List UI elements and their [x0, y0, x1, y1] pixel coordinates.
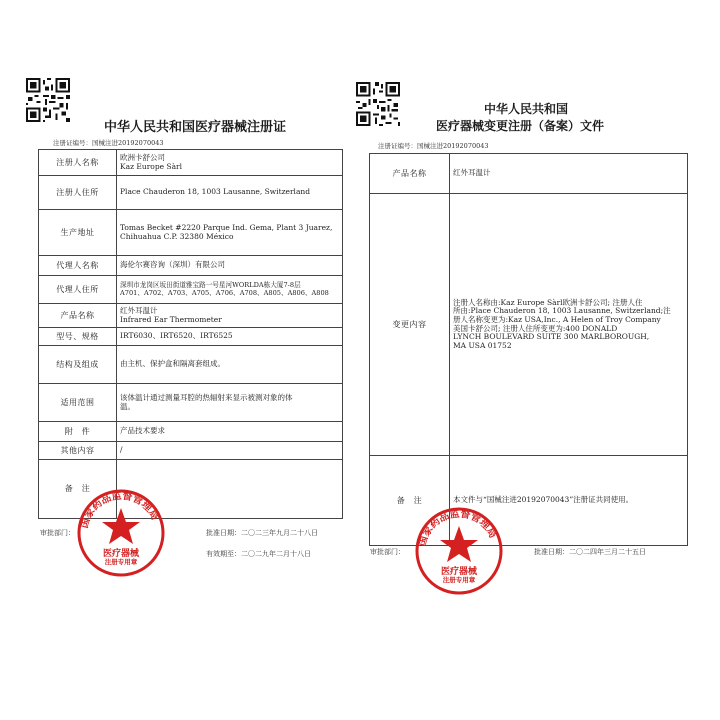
field-value — [117, 256, 343, 276]
field-label: 注册人名称 — [39, 150, 117, 176]
left-row — [39, 256, 343, 276]
field-value — [117, 276, 343, 304]
valid-until-date-left: 有效期至：二〇二九年二月十八日 — [206, 550, 311, 558]
field-value — [117, 210, 343, 256]
approval-date-right: 批准日期：二〇二四年三月二十五日 — [534, 548, 646, 556]
field-label: 产品名称 — [370, 154, 450, 194]
field-value — [117, 346, 343, 384]
field-value — [117, 150, 343, 176]
left-row — [39, 304, 343, 328]
field-label: 附 件 — [39, 422, 117, 442]
seal-line2-right: 注册专用章 — [442, 576, 476, 584]
field-value-line: 册人名称变更为:Kaz USA,Inc., A Helen of Troy Company — [453, 314, 661, 324]
approval-department-left: 审批部门： — [40, 529, 75, 537]
field-value-line: 红外耳温计 — [120, 305, 158, 315]
field-value-line: LYNCH BOULEVARD SUITE 300 MARLBOROUGH, — [453, 332, 650, 342]
field-label: 注册人住所 — [39, 176, 117, 210]
left-row — [39, 276, 343, 304]
field-value — [117, 304, 343, 328]
field-value-line: Place Chauderon 18, 1003 Lausanne, Switzerland — [120, 187, 311, 197]
seal-line2-left: 注册专用章 — [104, 558, 138, 566]
field-value-line: 注册人名称由:Kaz Europe Sàrl欧洲卡舒公司; 注册人住 — [453, 297, 643, 307]
field-value-line: 海伦尔赛咨询（深圳）有限公司 — [120, 260, 225, 270]
field-value-line: 该体温计通过测量耳腔的热辐射来显示被测对象的体 — [120, 392, 293, 402]
field-label: 其他内容 — [39, 442, 117, 460]
official-seal-left — [76, 488, 166, 578]
field-value-line: 本文件与“国械注进20192070043”注册证共同使用。 — [453, 495, 634, 505]
field-value-line: 所由:Place Chauderon 18, 1003 Lausanne, Switzerland;注 — [453, 306, 671, 316]
field-value-line: 深圳市龙岗区坂田街道雅宝路一号星河WORLDA栋大厦7-8层 — [120, 280, 301, 289]
field-label: 备 注 — [370, 456, 450, 546]
field-value-line: 产品技术要求 — [120, 426, 165, 436]
field-label: 生产地址 — [39, 210, 117, 256]
left-row — [39, 150, 343, 176]
field-value-line: IRT6030、IRT6520、IRT6525 — [120, 331, 233, 341]
left-row — [39, 422, 343, 442]
qr-code-left — [26, 78, 70, 122]
field-label: 变更内容 — [370, 194, 450, 456]
field-label: 代理人名称 — [39, 256, 117, 276]
seal-ring-text-right: 国家药品监督管理局 — [417, 508, 499, 548]
field-value — [117, 442, 343, 460]
field-label: 型号、规格 — [39, 328, 117, 346]
registration-number-left: 注册证编号：国械注进20192070043 — [53, 139, 164, 147]
official-seal-right — [414, 506, 504, 596]
field-label: 产品名称 — [39, 304, 117, 328]
field-value-line: MA USA 01752 — [453, 340, 512, 350]
right-row — [370, 194, 688, 456]
seal-line1-right: 医疗器械 — [440, 567, 477, 577]
left-row — [39, 442, 343, 460]
field-label: 代理人住所 — [39, 276, 117, 304]
field-label: 结构及组成 — [39, 346, 117, 384]
left-row — [39, 328, 343, 346]
left-row — [39, 346, 343, 384]
field-value-line: A701、A702、A703、A705、A706、A708、A805、A806、A808 — [120, 288, 329, 297]
field-value-line: Kaz Europe Sàrl — [120, 161, 183, 171]
qr-code-right — [356, 82, 400, 126]
field-value-line: 由主机、保护盒和隔离套组成。 — [120, 359, 225, 369]
field-value-line: 欧洲卡舒公司 — [120, 152, 165, 162]
certificate-table-left — [38, 149, 343, 519]
left-row — [39, 210, 343, 256]
seal-line1-left: 医疗器械 — [102, 549, 139, 559]
field-value-line: 红外耳温计 — [453, 168, 491, 178]
field-value — [117, 176, 343, 210]
field-label: 备 注 — [39, 460, 117, 519]
field-label: 适用范围 — [39, 384, 117, 422]
field-value-line: Chihuahua C.P. 32380 México — [120, 231, 234, 241]
field-value — [117, 384, 343, 422]
field-value-line: Infrared Ear Thermometer — [120, 314, 222, 324]
seal-ring-text-left: 国家药品监督管理局 — [79, 490, 161, 530]
approval-date-left: 批准日期：二〇二三年九月二十八日 — [206, 529, 318, 537]
approval-department-right: 审批部门： — [370, 548, 405, 556]
field-value-line: 美国卡舒公司; 注册人住所变更为:400 DONALD — [453, 323, 618, 333]
change-record-table-right — [369, 153, 688, 546]
right-row — [370, 154, 688, 194]
field-value — [450, 194, 688, 456]
left-row — [39, 176, 343, 210]
field-value — [117, 422, 343, 442]
left-row — [39, 384, 343, 422]
field-value-line: Tomas Becket #2220 Parque Ind. Gema, Plant 3 Juarez, — [120, 222, 333, 232]
document-title-left: 中华人民共和国医疗器械注册证 — [104, 120, 287, 135]
registration-number-right: 注册证编号：国械注进20192070043 — [378, 142, 489, 150]
document-title-right-line2: 医疗器械变更注册（备案）文件 — [436, 119, 605, 133]
field-value — [450, 154, 688, 194]
field-value-line: / — [120, 445, 123, 455]
document-title-right-line1: 中华人民共和国 — [484, 102, 569, 116]
field-value-line: 温。 — [120, 401, 135, 411]
field-value — [117, 328, 343, 346]
